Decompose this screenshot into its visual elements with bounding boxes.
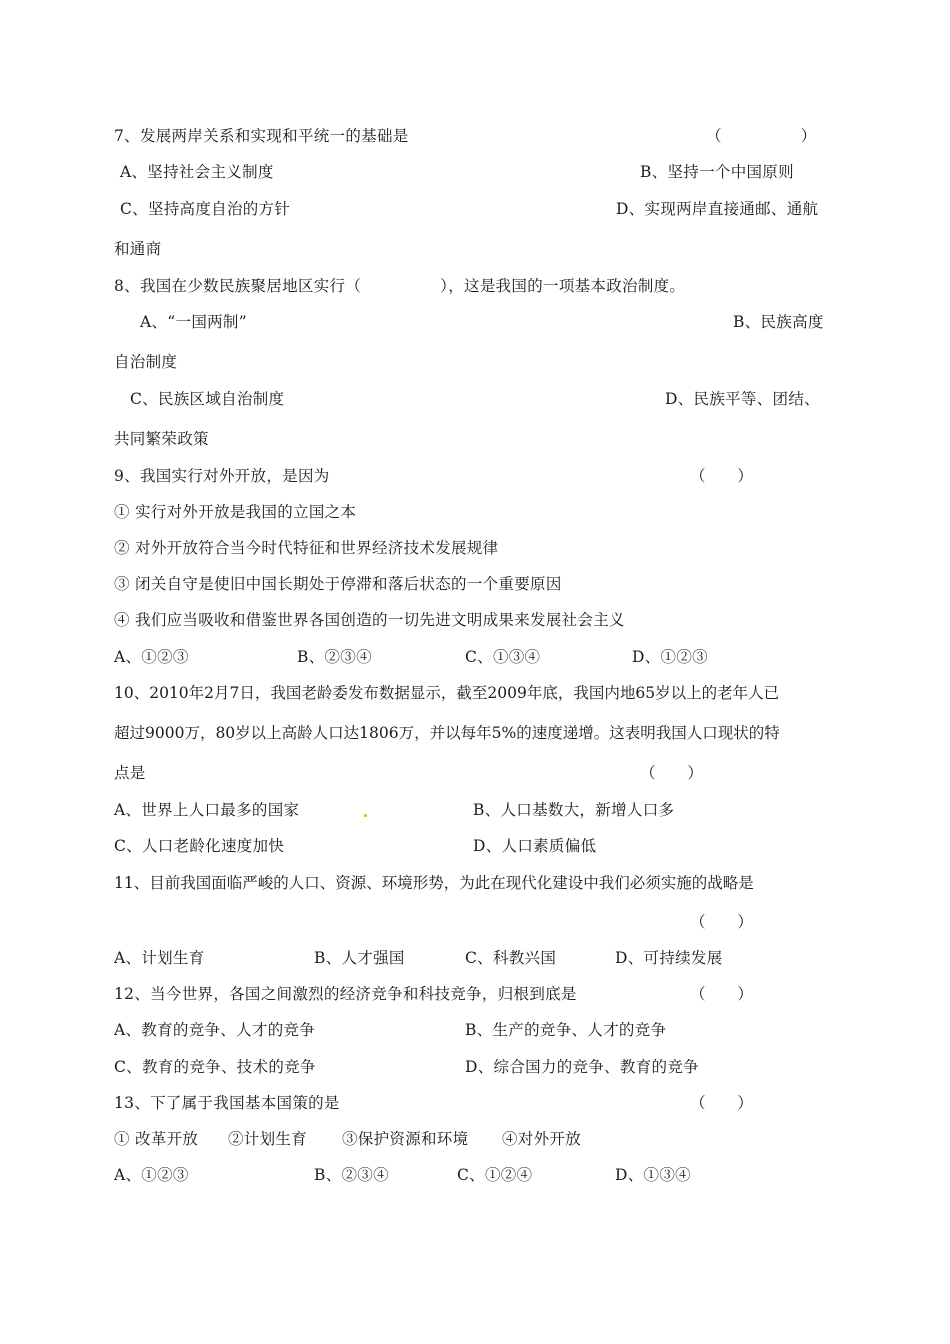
question-13-statement-4: ④对外开放 [502, 1130, 582, 1148]
question-11-option-c: C、科教兴国 [465, 949, 557, 967]
question-13-option-c: C、①②④ [457, 1166, 533, 1184]
question-8-stem: 8、我国在少数民族聚居地区实行（ ），这是我国的一项基本政治制度。 [114, 277, 686, 295]
question-9-stem: 9、我国实行对外开放，是因为 [114, 467, 330, 485]
question-8-option-d: D、民族平等、团结、 [665, 390, 820, 408]
question-9-option-b: B、②③④ [297, 648, 372, 666]
question-10-stem-line-1: 10、2010年2月7日，我国老龄委发布数据显示，截至2009年底，我国内地65岁以上的老年人已 [114, 684, 780, 702]
question-13-stem: 13、下了属于我国基本国策的是 [114, 1094, 340, 1112]
question-7-option-a: A、坚持社会主义制度 [120, 163, 274, 181]
question-7-option-c: C、坚持高度自治的方针 [120, 200, 291, 218]
question-11-option-b: B、人才强国 [314, 949, 405, 967]
question-7-stem: 7、发展两岸关系和实现和平统一的基础是 [114, 127, 409, 145]
question-7-answer-paren: （ ） [706, 127, 817, 145]
question-8-option-c: C、民族区域自治制度 [130, 390, 285, 408]
question-12-stem: 12、当今世界，各国之间激烈的经济竞争和科技竞争，归根到底是 [114, 985, 577, 1003]
question-11-answer-paren: （ ） [690, 913, 754, 931]
question-8-option-a: A、“一国两制” [140, 313, 247, 331]
question-10-answer-paren: （ ） [640, 764, 704, 782]
question-13-option-d: D、①③④ [615, 1166, 691, 1184]
question-10-stem-line-2: 超过9000万，80岁以上高龄人口达1806万，并以每年5%的速度递增。这表明我国人口现状的特 [114, 724, 780, 742]
question-10-option-a: A、世界上人口最多的国家 [114, 801, 300, 819]
question-12-option-c: C、教育的竞争、技术的竞争 [114, 1058, 316, 1076]
question-8-option-d-continued: 共同繁荣政策 [114, 430, 209, 448]
question-12-answer-paren: （ ） [690, 985, 754, 1003]
question-10-stem-line-3: 点是 [114, 764, 146, 782]
question-13-option-a: A、①②③ [114, 1166, 189, 1184]
question-12-option-a: A、教育的竞争、人才的竞争 [114, 1021, 316, 1039]
question-13-answer-paren: （ ） [690, 1094, 754, 1112]
question-8-option-b-continued: 自治制度 [114, 353, 178, 371]
question-13-statement-1: ① 改革开放 [114, 1130, 199, 1148]
question-7-option-d: D、实现两岸直接通邮、通航 [616, 200, 819, 218]
question-11-stem: 11、目前我国面临严峻的人口、资源、环境形势，为此在现代化建设中我们必须实施的战略是 [114, 874, 754, 892]
question-10-option-d: D、人口素质偏低 [473, 837, 597, 855]
question-12-option-b: B、生产的竞争、人才的竞争 [465, 1021, 667, 1039]
question-7-option-d-continued: 和通商 [114, 240, 162, 258]
question-9-option-c: C、①③④ [465, 648, 541, 666]
question-9-option-a: A、①②③ [114, 648, 189, 666]
question-7-option-b: B、坚持一个中国原则 [640, 163, 794, 181]
question-9-option-d: D、①②③ [632, 648, 708, 666]
question-9-answer-paren: （ ） [690, 467, 754, 485]
question-9-statement-3: ③ 闭关自守是使旧中国长期处于停滞和落后状态的一个重要原因 [114, 575, 562, 593]
question-9-statement-1: ① 实行对外开放是我国的立国之本 [114, 503, 357, 521]
question-10-option-c: C、人口老龄化速度加快 [114, 837, 285, 855]
question-13-statement-2: ②计划生育 [228, 1130, 308, 1148]
question-13-statement-3: ③保护资源和环境 [342, 1130, 469, 1148]
question-10-option-b: B、人口基数大，新增人口多 [473, 801, 675, 819]
question-12-option-d: D、综合国力的竞争、教育的竞争 [465, 1058, 699, 1076]
stray-mark [364, 814, 367, 817]
question-8-option-b: B、民族高度 [733, 313, 824, 331]
question-9-statement-4: ④ 我们应当吸收和借鉴世界各国创造的一切先进文明成果来发展社会主义 [114, 611, 625, 629]
question-11-option-d: D、可持续发展 [615, 949, 723, 967]
question-11-option-a: A、计划生育 [114, 949, 205, 967]
question-9-statement-2: ② 对外开放符合当今时代特征和世界经济技术发展规律 [114, 539, 499, 557]
question-13-option-b: B、②③④ [314, 1166, 389, 1184]
